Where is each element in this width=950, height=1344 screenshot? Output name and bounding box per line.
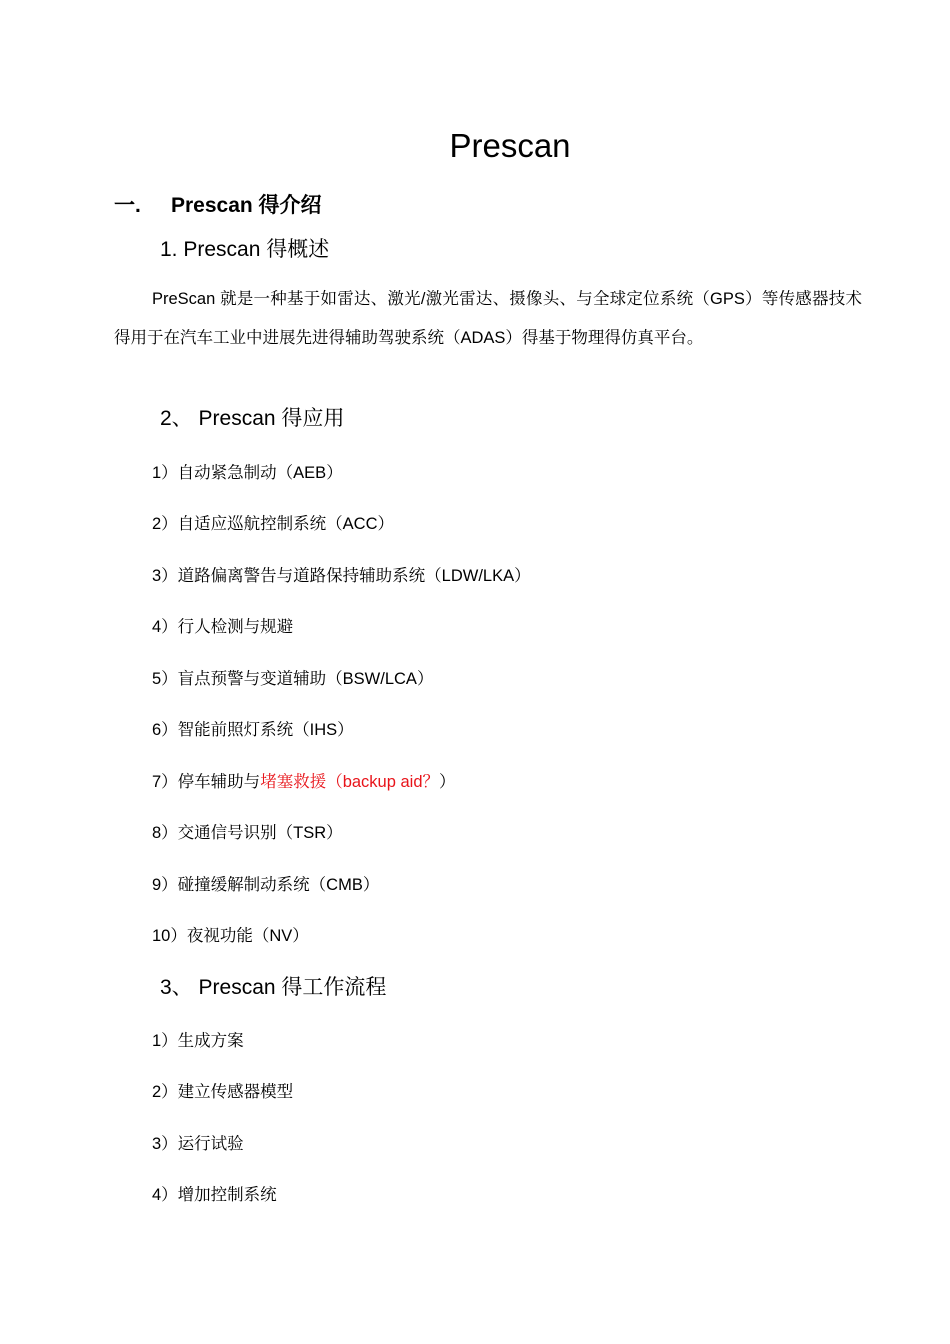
overview-paragraph: PreScan 就是一种基于如雷达、激光/激光雷达、摄像头、与全球定位系统（GPS）等传感器技术得用于在汽车工业中进展先进得辅助驾驶系统（ADAS）得基于物理得仿真平台。 <box>114 290 862 347</box>
highlighted-text: 堵塞救援（backup aid？ <box>260 773 439 791</box>
section-heading-intro <box>114 192 322 220</box>
section-number: 一. <box>114 194 141 217</box>
item-text: 7）停车辅助与 <box>152 773 261 791</box>
subsection-heading-overview: 1. Prescan 得概述 <box>160 238 330 261</box>
application-item: 2）自适应巡航控制系统（ACC） <box>152 515 395 533</box>
workflow-item: 4）增加控制系统 <box>152 1186 277 1204</box>
application-item: 8）交通信号识别（TSR） <box>152 824 343 842</box>
application-item: 1）自动紧急制动（AEB） <box>152 464 343 482</box>
subsection-heading-applications: 2、 Prescan 得应用 <box>160 407 345 430</box>
application-item: 3）道路偏离警告与道路保持辅助系统（LDW/LKA） <box>152 567 531 585</box>
document-title: Prescan <box>449 127 571 164</box>
item-text: ） <box>439 773 456 791</box>
application-item: 10）夜视功能（NV） <box>152 927 309 945</box>
application-item: 4）行人检测与规避 <box>152 618 294 636</box>
application-item-parking <box>152 770 456 794</box>
workflow-item: 2）建立传感器模型 <box>152 1083 294 1101</box>
section-title: Prescan 得介绍 <box>171 194 322 217</box>
workflow-item: 1）生成方案 <box>152 1032 244 1050</box>
application-item: 5）盲点预警与变道辅助（BSW/LCA） <box>152 670 434 688</box>
application-item: 6）智能前照灯系统（IHS） <box>152 721 354 739</box>
application-item: 9）碰撞缓解制动系统（CMB） <box>152 876 380 894</box>
workflow-item: 3）运行试验 <box>152 1135 244 1153</box>
subsection-heading-workflow: 3、 Prescan 得工作流程 <box>160 976 387 999</box>
